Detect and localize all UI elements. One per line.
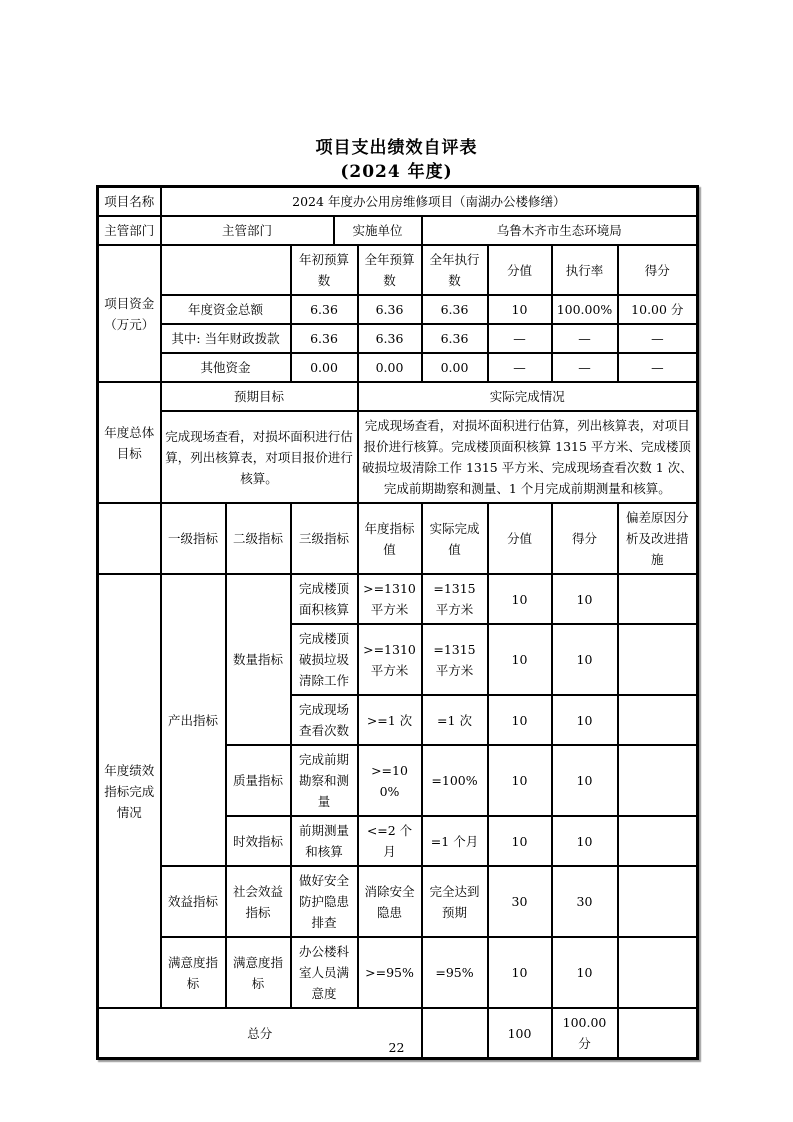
funds-fiscal-executed: 6.36 [422, 324, 488, 353]
dept-value: 主管部门 [161, 216, 334, 245]
indicator-safety-got: 30 [552, 866, 618, 937]
actual-completion-text: 完成现场查看，对损坏面积进行估算，列出核算表，对项目报价进行核算。完成楼顶面积核算 1315 平方米、完成楼顶破损垃圾清除工作 1315 平方米、完成现场查看次数 1 次、完成前期勘察和测量、1 个月完成前期测量和核算。 [358, 411, 698, 503]
indicator-survey-actual: =100% [422, 745, 488, 816]
indicators-header-deviation: 偏差原因分析及改进措施 [618, 503, 698, 574]
page-number: 22 [388, 1040, 405, 1055]
indicators-empty-header-cell [98, 503, 161, 574]
level2-quality-indicator: 质量指标 [226, 745, 291, 816]
indicator-measurement-got: 10 [552, 816, 618, 866]
level2-social-benefit-indicator: 社会效益指标 [226, 866, 291, 937]
indicators-header-score: 分值 [488, 503, 552, 574]
indicator-site-visits-deviation [618, 695, 698, 745]
level2-satisfaction-indicator: 满意度指标 [226, 937, 291, 1008]
funds-total-initial: 6.36 [291, 295, 358, 324]
table-row [98, 574, 698, 624]
table-row [98, 216, 698, 245]
indicator-satisfaction-actual: =95% [422, 937, 488, 1008]
funds-header-score: 分值 [488, 245, 552, 295]
indicator-survey-target: >=100% [358, 745, 422, 816]
table-row [98, 353, 698, 382]
total-score: 100 [488, 1008, 552, 1059]
indicator-roof-area-deviation [618, 574, 698, 624]
project-name-label: 项目名称 [98, 187, 161, 217]
indicator-site-visits-score: 10 [488, 695, 552, 745]
indicator-safety-score: 30 [488, 866, 552, 937]
actual-completion-header: 实际完成情况 [358, 382, 698, 411]
funds-fiscal-annual: 6.36 [358, 324, 422, 353]
expected-goal-text: 完成现场查看，对损坏面积进行估算，列出核算表，对项目报价进行核算。 [161, 411, 358, 503]
indicator-satisfaction-got: 10 [552, 937, 618, 1008]
indicator-measurement-target: <=2 个月 [358, 816, 422, 866]
table-row [98, 866, 698, 937]
table-row [98, 411, 698, 503]
total-label: 总分 [98, 1008, 422, 1059]
indicators-header-actual: 实际完成值 [422, 503, 488, 574]
indicators-section-label: 年度绩效指标完成情况 [98, 574, 161, 1008]
indicators-header-level3: 三级指标 [291, 503, 358, 574]
indicator-roof-area-got: 10 [552, 574, 618, 624]
funds-header-annual-budget: 全年预算数 [358, 245, 422, 295]
funds-total-annual: 6.36 [358, 295, 422, 324]
indicator-satisfaction-label: 办公楼科室人员满意度 [291, 937, 358, 1008]
indicator-site-visits-target: >=1 次 [358, 695, 422, 745]
level1-output-indicator: 产出指标 [161, 574, 226, 866]
funds-total-points: 10.00 分 [618, 295, 698, 324]
table-row [98, 382, 698, 411]
level2-timeliness-indicator: 时效指标 [226, 816, 291, 866]
funds-other-executed: 0.00 [422, 353, 488, 382]
funds-header-execution-rate: 执行率 [552, 245, 618, 295]
indicator-survey-score: 10 [488, 745, 552, 816]
indicator-roof-area-label: 完成楼顶面积核算 [291, 574, 358, 624]
indicators-header-level1: 一级指标 [161, 503, 226, 574]
impl-unit-label: 实施单位 [334, 216, 422, 245]
indicator-debris-got: 10 [552, 624, 618, 695]
indicator-measurement-actual: =1 个月 [422, 816, 488, 866]
indicator-site-visits-actual: =1 次 [422, 695, 488, 745]
table-row [98, 245, 698, 295]
table-row [98, 324, 698, 353]
indicator-survey-deviation [618, 745, 698, 816]
indicator-measurement-label: 前期测量和核算 [291, 816, 358, 866]
indicators-header-got: 得分 [552, 503, 618, 574]
funds-total-executed: 6.36 [422, 295, 488, 324]
funds-other-rate: — [552, 353, 618, 382]
funds-empty-header-cell [161, 245, 291, 295]
table-row [98, 503, 698, 574]
indicator-safety-deviation [618, 866, 698, 937]
evaluation-table [96, 185, 699, 1060]
funds-fiscal-score: — [488, 324, 552, 353]
indicator-debris-label: 完成楼顶破损垃圾清除工作 [291, 624, 358, 695]
indicator-safety-actual: 完全达到预期 [422, 866, 488, 937]
impl-unit-value: 乌鲁木齐市生态环境局 [422, 216, 698, 245]
document-title-line1: 项目支出绩效自评表 [315, 138, 478, 158]
total-got: 100.00 分 [552, 1008, 618, 1059]
expected-goal-header: 预期目标 [161, 382, 358, 411]
indicator-debris-actual: =1315 平方米 [422, 624, 488, 695]
level1-benefit-indicator: 效益指标 [161, 866, 226, 937]
funds-row-fiscal-label: 其中: 当年财政拨款 [161, 324, 291, 353]
indicator-survey-label: 完成前期勘察和测量 [291, 745, 358, 816]
indicator-satisfaction-score: 10 [488, 937, 552, 1008]
indicator-roof-area-target: >=1310 平方米 [358, 574, 422, 624]
indicator-debris-score: 10 [488, 624, 552, 695]
funds-header-annual-execution: 全年执行数 [422, 245, 488, 295]
funds-total-rate: 100.00% [552, 295, 618, 324]
indicator-safety-target: 消除安全隐患 [358, 866, 422, 937]
level2-quantity-indicator: 数量指标 [226, 574, 291, 745]
funds-section-label: 项目资金（万元） [98, 245, 161, 382]
dept-label: 主管部门 [98, 216, 161, 245]
funds-other-annual: 0.00 [358, 353, 422, 382]
funds-total-score: 10 [488, 295, 552, 324]
indicator-satisfaction-deviation [618, 937, 698, 1008]
level1-satisfaction-indicator: 满意度指标 [161, 937, 226, 1008]
table-row [98, 937, 698, 1008]
funds-other-initial: 0.00 [291, 353, 358, 382]
indicators-header-level2: 二级指标 [226, 503, 291, 574]
indicator-roof-area-score: 10 [488, 574, 552, 624]
annual-goal-section-label: 年度总体目标 [98, 382, 161, 503]
table-row [98, 295, 698, 324]
funds-row-other-label: 其他资金 [161, 353, 291, 382]
indicators-header-target: 年度指标值 [358, 503, 422, 574]
indicator-safety-label: 做好安全防护隐患排查 [291, 866, 358, 937]
document-title [0, 136, 793, 184]
funds-row-total-label: 年度资金总额 [161, 295, 291, 324]
document-title-line2: (2024 年度) [340, 162, 453, 182]
funds-other-points: — [618, 353, 698, 382]
funds-fiscal-rate: — [552, 324, 618, 353]
funds-header-initial-budget: 年初预算数 [291, 245, 358, 295]
indicator-site-visits-got: 10 [552, 695, 618, 745]
funds-fiscal-points: — [618, 324, 698, 353]
funds-other-score: — [488, 353, 552, 382]
table-row [98, 187, 698, 217]
indicator-site-visits-label: 完成现场查看次数 [291, 695, 358, 745]
indicator-roof-area-actual: =1315 平方米 [422, 574, 488, 624]
project-name-value: 2024 年度办公用房维修项目（南湖办公楼修缮） [161, 187, 698, 217]
funds-header-points: 得分 [618, 245, 698, 295]
indicator-satisfaction-target: >=95% [358, 937, 422, 1008]
funds-fiscal-initial: 6.36 [291, 324, 358, 353]
indicator-measurement-score: 10 [488, 816, 552, 866]
indicator-survey-got: 10 [552, 745, 618, 816]
indicator-measurement-deviation [618, 816, 698, 866]
indicator-debris-deviation [618, 624, 698, 695]
indicator-debris-target: >=1310 平方米 [358, 624, 422, 695]
